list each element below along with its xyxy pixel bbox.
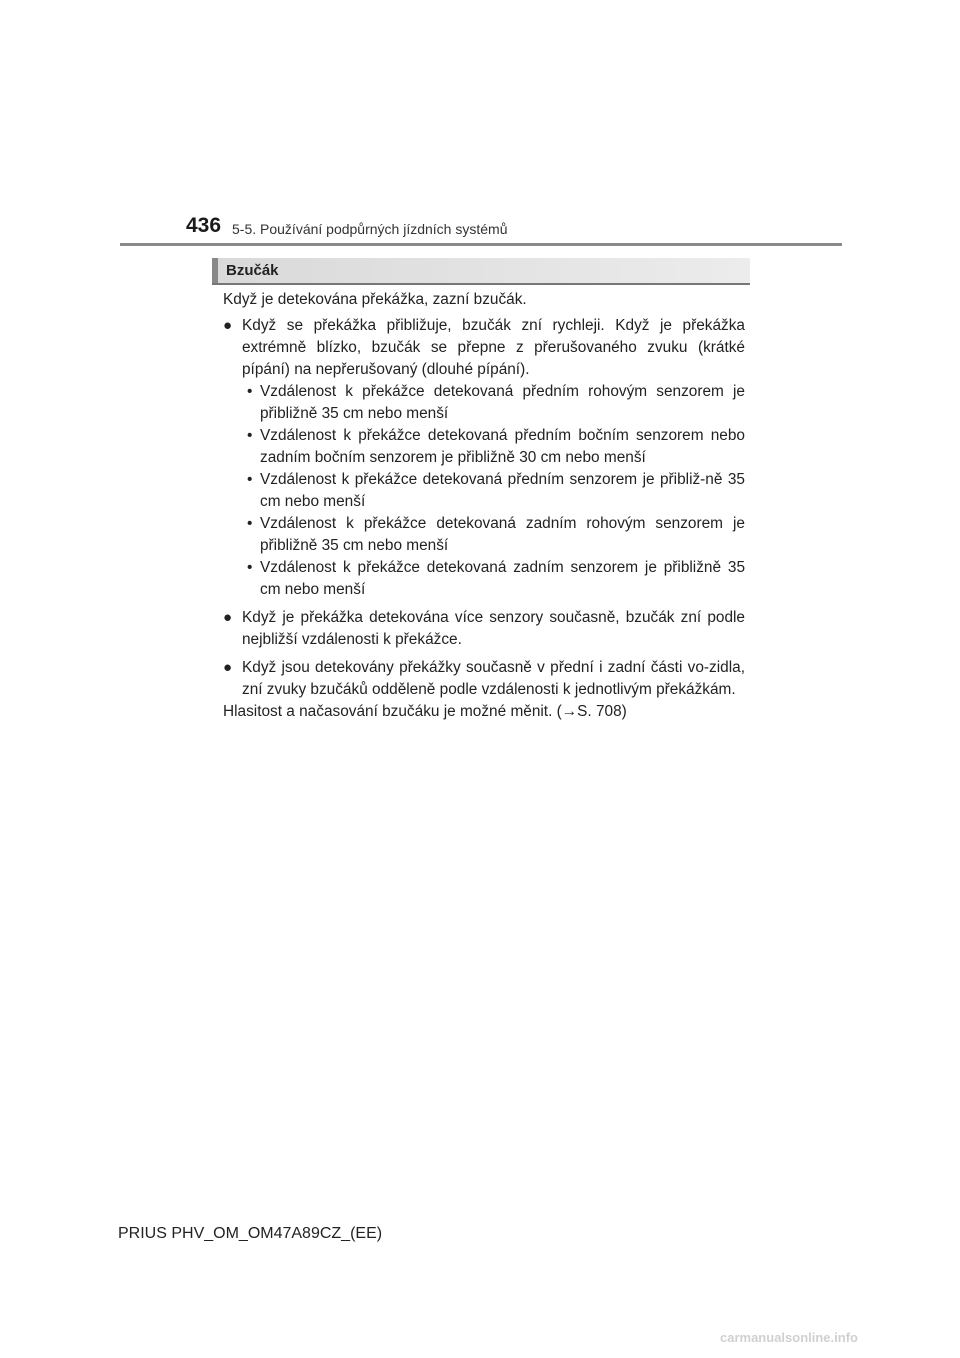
bullet-text: Když jsou detekovány překážky současně v přední i zadní části vo-zidla, zní zvuky bzučáků odděleně podle vzdálenosti k jednotlivým překážkám. [242, 659, 745, 698]
bullet-item [223, 607, 745, 651]
section-title: Bzučák [226, 262, 279, 279]
sub-item-text: Vzdálenost k překážce detekovaná zadním rohovým senzorem je přibližně 35 cm nebo menší [260, 515, 745, 554]
sub-bullet-icon: • [247, 471, 253, 488]
sub-item-text: Vzdálenost k překážce detekovaná předním rohovým senzorem je přibližně 35 cm nebo menší [260, 383, 745, 422]
sub-list [223, 381, 745, 601]
sub-item [223, 381, 745, 425]
intro-paragraph: Když je detekována překážka, zazní bzučák. [223, 291, 527, 308]
section-heading-bar [212, 258, 218, 283]
sub-bullet-icon: • [247, 383, 253, 400]
sub-item-text: Vzdálenost k překážce detekovaná předním bočním senzorem nebo zadním bočním senzorem je přibližně 30 cm nebo menší [260, 427, 745, 466]
sub-item-text: Vzdálenost k překážce detekovaná zadním senzorem je přibližně 35 cm nebo menší [260, 559, 745, 598]
sub-item [223, 469, 745, 513]
sub-item [223, 425, 745, 469]
bullet-dot-icon: ● [223, 609, 233, 626]
bullet-dot-icon: ● [223, 317, 233, 334]
document-code: PRIUS PHV_OM_OM47A89CZ_(EE) [118, 1225, 383, 1242]
sub-bullet-icon: • [247, 515, 253, 532]
section-heading [212, 258, 750, 285]
bullet-text: Když se překážka přibližuje, bzučák zní rychleji. Když je překážka extrémně blízko, bzučák se přepne z přerušovaného zvuku (krátké pípání) na nepřerušovaný (dlouhé pípání). [242, 317, 745, 378]
bullet-item [223, 657, 745, 701]
watermark: carmanualsonline.info [720, 1330, 858, 1345]
content [223, 289, 745, 723]
page-number: 436 [186, 214, 222, 237]
bullet-item [223, 315, 745, 601]
sub-bullet-icon: • [247, 427, 253, 444]
chapter-title: 5-5. Používání podpůrných jízdních systémů [232, 221, 508, 237]
bullet-text: Když je překážka detekována více senzory současně, bzučák zní podle nejbližší vzdálenosti k překážce. [242, 609, 745, 648]
sub-item-text: Vzdálenost k překážce detekovaná předním senzorem je přibliž-ně 35 cm nebo menší [260, 471, 745, 510]
sub-item [223, 513, 745, 557]
closing-paragraph: Hlasitost a načasování bzučáku je možné měnit. (→S. 708) [223, 703, 627, 720]
header-divider [120, 243, 842, 246]
bullet-dot-icon: ● [223, 659, 233, 676]
sub-bullet-icon: • [247, 559, 253, 576]
sub-item [223, 557, 745, 601]
